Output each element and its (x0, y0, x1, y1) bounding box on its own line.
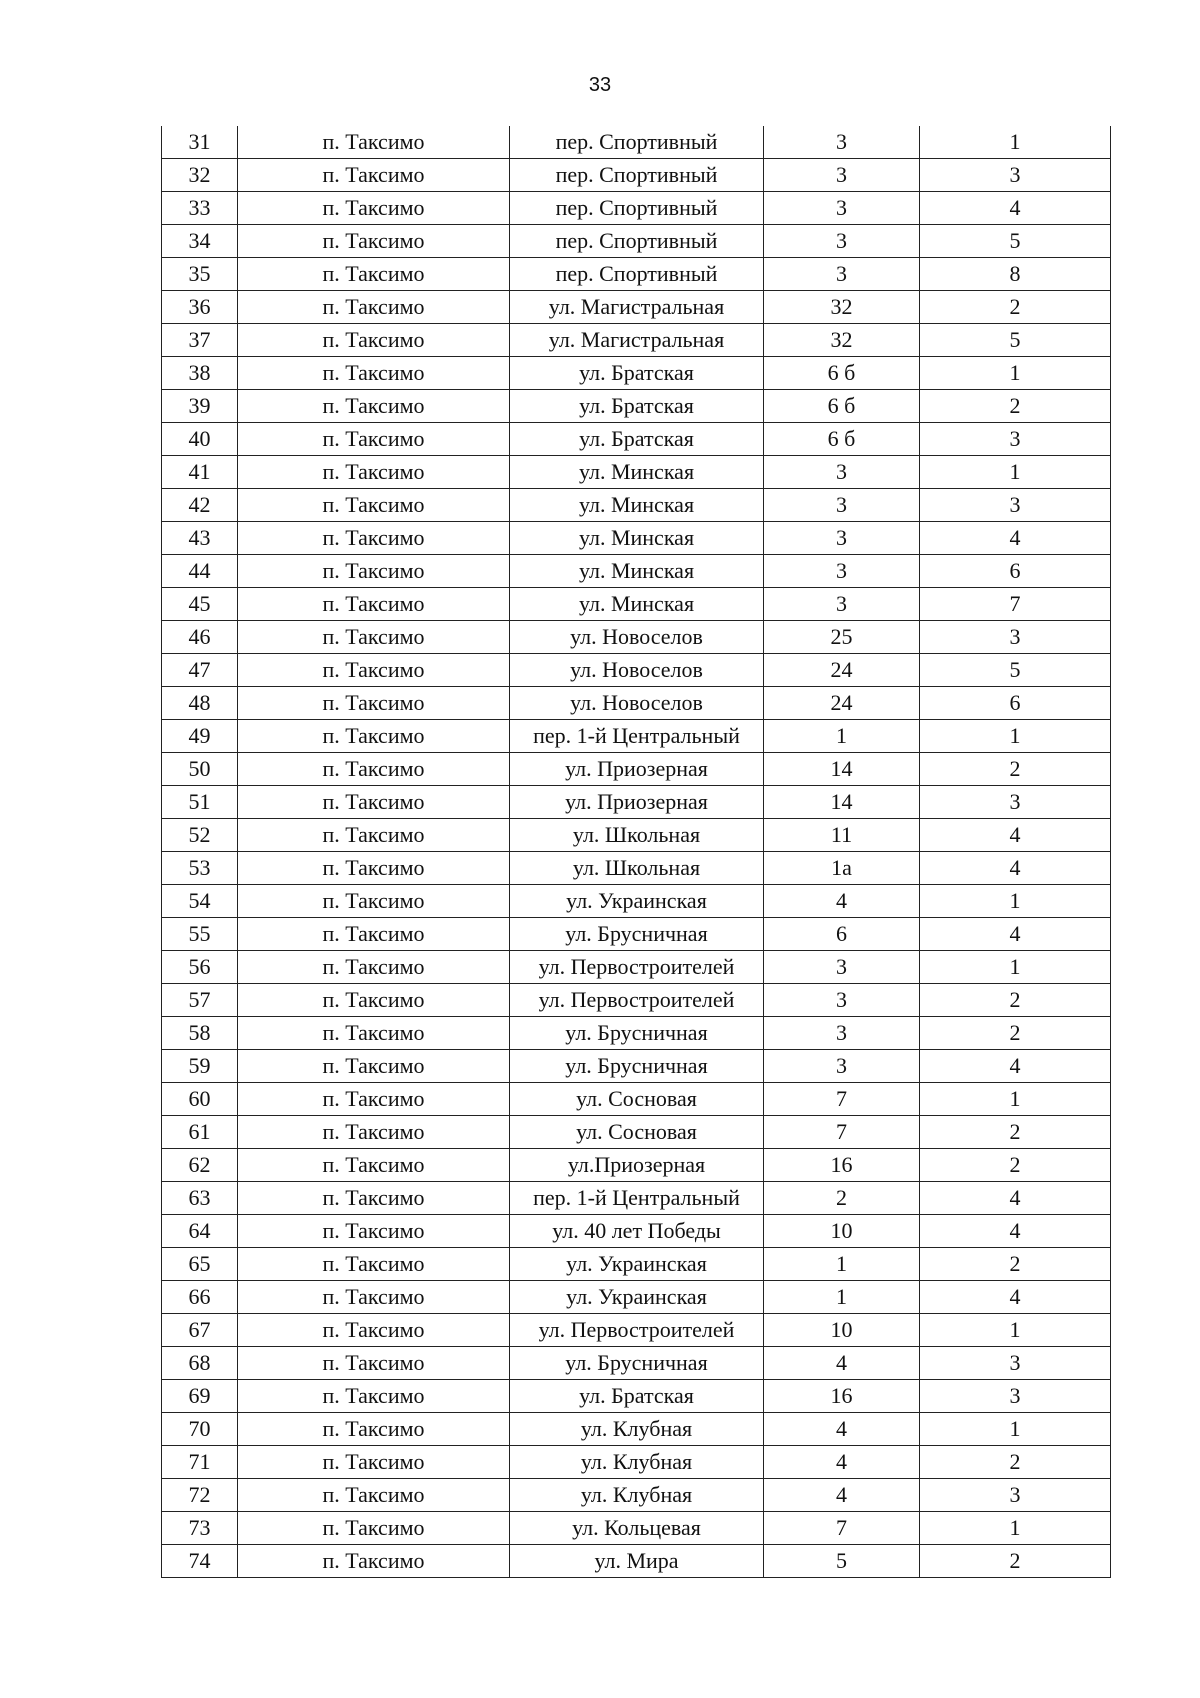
street-cell: ул. Первостроителей (510, 951, 764, 984)
settlement-cell: п. Таксимо (238, 753, 510, 786)
table-body (162, 126, 1111, 1578)
street-cell: пер. Спортивный (510, 225, 764, 258)
apartment-number-cell: 2 (920, 753, 1111, 786)
settlement-cell: п. Таксимо (238, 489, 510, 522)
table-row (162, 1545, 1111, 1578)
row-number-cell: 52 (162, 819, 238, 852)
row-number-cell: 44 (162, 555, 238, 588)
row-number-cell: 48 (162, 687, 238, 720)
settlement-cell: п. Таксимо (238, 1479, 510, 1512)
settlement-cell: п. Таксимо (238, 291, 510, 324)
settlement-cell: п. Таксимо (238, 984, 510, 1017)
settlement-cell: п. Таксимо (238, 192, 510, 225)
table-row (162, 555, 1111, 588)
table-row (162, 225, 1111, 258)
settlement-cell: п. Таксимо (238, 456, 510, 489)
table-row (162, 192, 1111, 225)
house-number-cell: 10 (764, 1314, 920, 1347)
street-cell: ул. Братская (510, 423, 764, 456)
house-number-cell: 7 (764, 1512, 920, 1545)
settlement-cell: п. Таксимо (238, 324, 510, 357)
apartment-number-cell: 4 (920, 1215, 1111, 1248)
street-cell: ул. Минская (510, 456, 764, 489)
street-cell: ул. Приозерная (510, 786, 764, 819)
apartment-number-cell: 7 (920, 588, 1111, 621)
address-table (161, 126, 1111, 1578)
row-number-cell: 31 (162, 126, 238, 159)
row-number-cell: 51 (162, 786, 238, 819)
street-cell: ул.Приозерная (510, 1149, 764, 1182)
street-cell: ул. Минская (510, 522, 764, 555)
table-row (162, 1050, 1111, 1083)
row-number-cell: 46 (162, 621, 238, 654)
apartment-number-cell: 1 (920, 951, 1111, 984)
row-number-cell: 69 (162, 1380, 238, 1413)
row-number-cell: 47 (162, 654, 238, 687)
house-number-cell: 16 (764, 1380, 920, 1413)
row-number-cell: 54 (162, 885, 238, 918)
house-number-cell: 7 (764, 1083, 920, 1116)
table-row (162, 126, 1111, 159)
house-number-cell: 3 (764, 1017, 920, 1050)
table-row (162, 786, 1111, 819)
settlement-cell: п. Таксимо (238, 1116, 510, 1149)
settlement-cell: п. Таксимо (238, 918, 510, 951)
table-row (162, 522, 1111, 555)
row-number-cell: 63 (162, 1182, 238, 1215)
house-number-cell: 1 (764, 720, 920, 753)
row-number-cell: 39 (162, 390, 238, 423)
street-cell: ул. Братская (510, 1380, 764, 1413)
table-row (162, 720, 1111, 753)
settlement-cell: п. Таксимо (238, 522, 510, 555)
row-number-cell: 50 (162, 753, 238, 786)
apartment-number-cell: 5 (920, 654, 1111, 687)
street-cell: ул. Сосновая (510, 1083, 764, 1116)
house-number-cell: 5 (764, 1545, 920, 1578)
table-row (162, 1281, 1111, 1314)
house-number-cell: 6 (764, 918, 920, 951)
apartment-number-cell: 4 (920, 918, 1111, 951)
table-row (162, 291, 1111, 324)
apartment-number-cell: 3 (920, 489, 1111, 522)
row-number-cell: 67 (162, 1314, 238, 1347)
row-number-cell: 71 (162, 1446, 238, 1479)
street-cell: ул. Кольцевая (510, 1512, 764, 1545)
apartment-number-cell: 1 (920, 1314, 1111, 1347)
street-cell: пер. Спортивный (510, 126, 764, 159)
apartment-number-cell: 3 (920, 159, 1111, 192)
house-number-cell: 4 (764, 885, 920, 918)
table-row (162, 1149, 1111, 1182)
settlement-cell: п. Таксимо (238, 126, 510, 159)
row-number-cell: 74 (162, 1545, 238, 1578)
settlement-cell: п. Таксимо (238, 1017, 510, 1050)
street-cell: пер. 1-й Центральный (510, 1182, 764, 1215)
apartment-number-cell: 2 (920, 390, 1111, 423)
house-number-cell: 32 (764, 324, 920, 357)
house-number-cell: 6 б (764, 423, 920, 456)
house-number-cell: 6 б (764, 390, 920, 423)
settlement-cell: п. Таксимо (238, 1380, 510, 1413)
apartment-number-cell: 3 (920, 1479, 1111, 1512)
house-number-cell: 1 (764, 1248, 920, 1281)
table-row (162, 1380, 1111, 1413)
house-number-cell: 24 (764, 687, 920, 720)
table-row (162, 357, 1111, 390)
row-number-cell: 42 (162, 489, 238, 522)
apartment-number-cell: 1 (920, 720, 1111, 753)
row-number-cell: 65 (162, 1248, 238, 1281)
street-cell: ул. Украинская (510, 1248, 764, 1281)
table-row (162, 1182, 1111, 1215)
table-row (162, 984, 1111, 1017)
apartment-number-cell: 4 (920, 192, 1111, 225)
apartment-number-cell: 4 (920, 852, 1111, 885)
table-row (162, 1248, 1111, 1281)
table-row (162, 1413, 1111, 1446)
settlement-cell: п. Таксимо (238, 1149, 510, 1182)
row-number-cell: 38 (162, 357, 238, 390)
house-number-cell: 16 (764, 1149, 920, 1182)
settlement-cell: п. Таксимо (238, 390, 510, 423)
house-number-cell: 6 б (764, 357, 920, 390)
house-number-cell: 3 (764, 588, 920, 621)
apartment-number-cell: 3 (920, 621, 1111, 654)
row-number-cell: 68 (162, 1347, 238, 1380)
table-row (162, 1446, 1111, 1479)
apartment-number-cell: 2 (920, 1116, 1111, 1149)
apartment-number-cell: 2 (920, 1446, 1111, 1479)
street-cell: ул. Украинская (510, 1281, 764, 1314)
street-cell: ул. Минская (510, 555, 764, 588)
settlement-cell: п. Таксимо (238, 720, 510, 753)
settlement-cell: п. Таксимо (238, 951, 510, 984)
street-cell: ул. Клубная (510, 1413, 764, 1446)
house-number-cell: 3 (764, 258, 920, 291)
house-number-cell: 2 (764, 1182, 920, 1215)
row-number-cell: 55 (162, 918, 238, 951)
settlement-cell: п. Таксимо (238, 258, 510, 291)
street-cell: ул. Брусничная (510, 1347, 764, 1380)
row-number-cell: 34 (162, 225, 238, 258)
house-number-cell: 3 (764, 456, 920, 489)
apartment-number-cell: 3 (920, 423, 1111, 456)
settlement-cell: п. Таксимо (238, 159, 510, 192)
table-row (162, 1017, 1111, 1050)
apartment-number-cell: 1 (920, 126, 1111, 159)
house-number-cell: 11 (764, 819, 920, 852)
settlement-cell: п. Таксимо (238, 1050, 510, 1083)
settlement-cell: п. Таксимо (238, 852, 510, 885)
table-row (162, 918, 1111, 951)
settlement-cell: п. Таксимо (238, 1545, 510, 1578)
street-cell: ул. Магистральная (510, 291, 764, 324)
street-cell: ул. Клубная (510, 1446, 764, 1479)
street-cell: ул. Клубная (510, 1479, 764, 1512)
street-cell: ул. Приозерная (510, 753, 764, 786)
street-cell: ул. Минская (510, 489, 764, 522)
table-row (162, 852, 1111, 885)
house-number-cell: 4 (764, 1479, 920, 1512)
apartment-number-cell: 3 (920, 1380, 1111, 1413)
table-row (162, 489, 1111, 522)
settlement-cell: п. Таксимо (238, 1215, 510, 1248)
settlement-cell: п. Таксимо (238, 654, 510, 687)
settlement-cell: п. Таксимо (238, 1446, 510, 1479)
settlement-cell: п. Таксимо (238, 1347, 510, 1380)
apartment-number-cell: 5 (920, 225, 1111, 258)
row-number-cell: 64 (162, 1215, 238, 1248)
apartment-number-cell: 4 (920, 522, 1111, 555)
street-cell: ул. Сосновая (510, 1116, 764, 1149)
street-cell: ул. 40 лет Победы (510, 1215, 764, 1248)
street-cell: ул. Школьная (510, 819, 764, 852)
street-cell: ул. Новоселов (510, 687, 764, 720)
row-number-cell: 37 (162, 324, 238, 357)
house-number-cell: 1 (764, 1281, 920, 1314)
row-number-cell: 43 (162, 522, 238, 555)
apartment-number-cell: 1 (920, 1083, 1111, 1116)
house-number-cell: 25 (764, 621, 920, 654)
settlement-cell: п. Таксимо (238, 225, 510, 258)
table-row (162, 819, 1111, 852)
row-number-cell: 53 (162, 852, 238, 885)
settlement-cell: п. Таксимо (238, 786, 510, 819)
table-row (162, 324, 1111, 357)
settlement-cell: п. Таксимо (238, 1512, 510, 1545)
settlement-cell: п. Таксимо (238, 1413, 510, 1446)
row-number-cell: 73 (162, 1512, 238, 1545)
row-number-cell: 33 (162, 192, 238, 225)
street-cell: ул. Брусничная (510, 1050, 764, 1083)
street-cell: ул. Брусничная (510, 918, 764, 951)
street-cell: пер. Спортивный (510, 159, 764, 192)
apartment-number-cell: 8 (920, 258, 1111, 291)
street-cell: пер. 1-й Центральный (510, 720, 764, 753)
table-row (162, 1314, 1111, 1347)
table-row (162, 423, 1111, 456)
table-row (162, 258, 1111, 291)
apartment-number-cell: 3 (920, 1347, 1111, 1380)
street-cell: ул. Новоселов (510, 621, 764, 654)
house-number-cell: 4 (764, 1347, 920, 1380)
house-number-cell: 24 (764, 654, 920, 687)
street-cell: ул. Украинская (510, 885, 764, 918)
apartment-number-cell: 1 (920, 885, 1111, 918)
table-row (162, 753, 1111, 786)
settlement-cell: п. Таксимо (238, 621, 510, 654)
apartment-number-cell: 6 (920, 555, 1111, 588)
table-row (162, 1479, 1111, 1512)
house-number-cell: 3 (764, 522, 920, 555)
street-cell: ул. Магистральная (510, 324, 764, 357)
page-number: 33 (588, 74, 612, 96)
house-number-cell: 10 (764, 1215, 920, 1248)
house-number-cell: 3 (764, 555, 920, 588)
row-number-cell: 58 (162, 1017, 238, 1050)
street-cell: ул. Братская (510, 357, 764, 390)
house-number-cell: 3 (764, 192, 920, 225)
street-cell: ул. Братская (510, 390, 764, 423)
row-number-cell: 59 (162, 1050, 238, 1083)
table-row (162, 654, 1111, 687)
house-number-cell: 32 (764, 291, 920, 324)
table-row (162, 1512, 1111, 1545)
row-number-cell: 45 (162, 588, 238, 621)
settlement-cell: п. Таксимо (238, 1182, 510, 1215)
settlement-cell: п. Таксимо (238, 357, 510, 390)
table-row (162, 1083, 1111, 1116)
settlement-cell: п. Таксимо (238, 555, 510, 588)
street-cell: пер. Спортивный (510, 258, 764, 291)
settlement-cell: п. Таксимо (238, 423, 510, 456)
settlement-cell: п. Таксимо (238, 1083, 510, 1116)
row-number-cell: 32 (162, 159, 238, 192)
apartment-number-cell: 2 (920, 1248, 1111, 1281)
row-number-cell: 66 (162, 1281, 238, 1314)
apartment-number-cell: 2 (920, 1017, 1111, 1050)
table-row (162, 390, 1111, 423)
row-number-cell: 70 (162, 1413, 238, 1446)
apartment-number-cell: 4 (920, 819, 1111, 852)
settlement-cell: п. Таксимо (238, 1248, 510, 1281)
row-number-cell: 60 (162, 1083, 238, 1116)
street-cell: пер. Спортивный (510, 192, 764, 225)
apartment-number-cell: 2 (920, 984, 1111, 1017)
table-row (162, 1215, 1111, 1248)
apartment-number-cell: 2 (920, 1149, 1111, 1182)
row-number-cell: 36 (162, 291, 238, 324)
row-number-cell: 61 (162, 1116, 238, 1149)
apartment-number-cell: 2 (920, 1545, 1111, 1578)
row-number-cell: 56 (162, 951, 238, 984)
row-number-cell: 62 (162, 1149, 238, 1182)
table-row (162, 588, 1111, 621)
row-number-cell: 40 (162, 423, 238, 456)
apartment-number-cell: 1 (920, 456, 1111, 489)
row-number-cell: 41 (162, 456, 238, 489)
table-row (162, 159, 1111, 192)
street-cell: ул. Первостроителей (510, 984, 764, 1017)
apartment-number-cell: 3 (920, 786, 1111, 819)
apartment-number-cell: 1 (920, 357, 1111, 390)
table-row (162, 456, 1111, 489)
table-row (162, 1116, 1111, 1149)
street-cell: ул. Минская (510, 588, 764, 621)
street-cell: ул. Новоселов (510, 654, 764, 687)
apartment-number-cell: 1 (920, 1512, 1111, 1545)
apartment-number-cell: 1 (920, 1413, 1111, 1446)
house-number-cell: 3 (764, 984, 920, 1017)
row-number-cell: 57 (162, 984, 238, 1017)
house-number-cell: 4 (764, 1413, 920, 1446)
street-cell: ул. Брусничная (510, 1017, 764, 1050)
row-number-cell: 35 (162, 258, 238, 291)
house-number-cell: 14 (764, 753, 920, 786)
house-number-cell: 3 (764, 951, 920, 984)
apartment-number-cell: 4 (920, 1281, 1111, 1314)
house-number-cell: 4 (764, 1446, 920, 1479)
house-number-cell: 14 (764, 786, 920, 819)
settlement-cell: п. Таксимо (238, 819, 510, 852)
apartment-number-cell: 4 (920, 1050, 1111, 1083)
house-number-cell: 3 (764, 489, 920, 522)
row-number-cell: 72 (162, 1479, 238, 1512)
street-cell: ул. Мира (510, 1545, 764, 1578)
house-number-cell: 3 (764, 126, 920, 159)
settlement-cell: п. Таксимо (238, 687, 510, 720)
settlement-cell: п. Таксимо (238, 1314, 510, 1347)
apartment-number-cell: 6 (920, 687, 1111, 720)
street-cell: ул. Первостроителей (510, 1314, 764, 1347)
house-number-cell: 3 (764, 1050, 920, 1083)
apartment-number-cell: 2 (920, 291, 1111, 324)
settlement-cell: п. Таксимо (238, 1281, 510, 1314)
house-number-cell: 3 (764, 159, 920, 192)
table-row (162, 951, 1111, 984)
apartment-number-cell: 5 (920, 324, 1111, 357)
house-number-cell: 7 (764, 1116, 920, 1149)
house-number-cell: 1а (764, 852, 920, 885)
row-number-cell: 49 (162, 720, 238, 753)
settlement-cell: п. Таксимо (238, 885, 510, 918)
street-cell: ул. Школьная (510, 852, 764, 885)
table-row (162, 1347, 1111, 1380)
apartment-number-cell: 4 (920, 1182, 1111, 1215)
house-number-cell: 3 (764, 225, 920, 258)
settlement-cell: п. Таксимо (238, 588, 510, 621)
table-row (162, 885, 1111, 918)
table-row (162, 621, 1111, 654)
table-row (162, 687, 1111, 720)
